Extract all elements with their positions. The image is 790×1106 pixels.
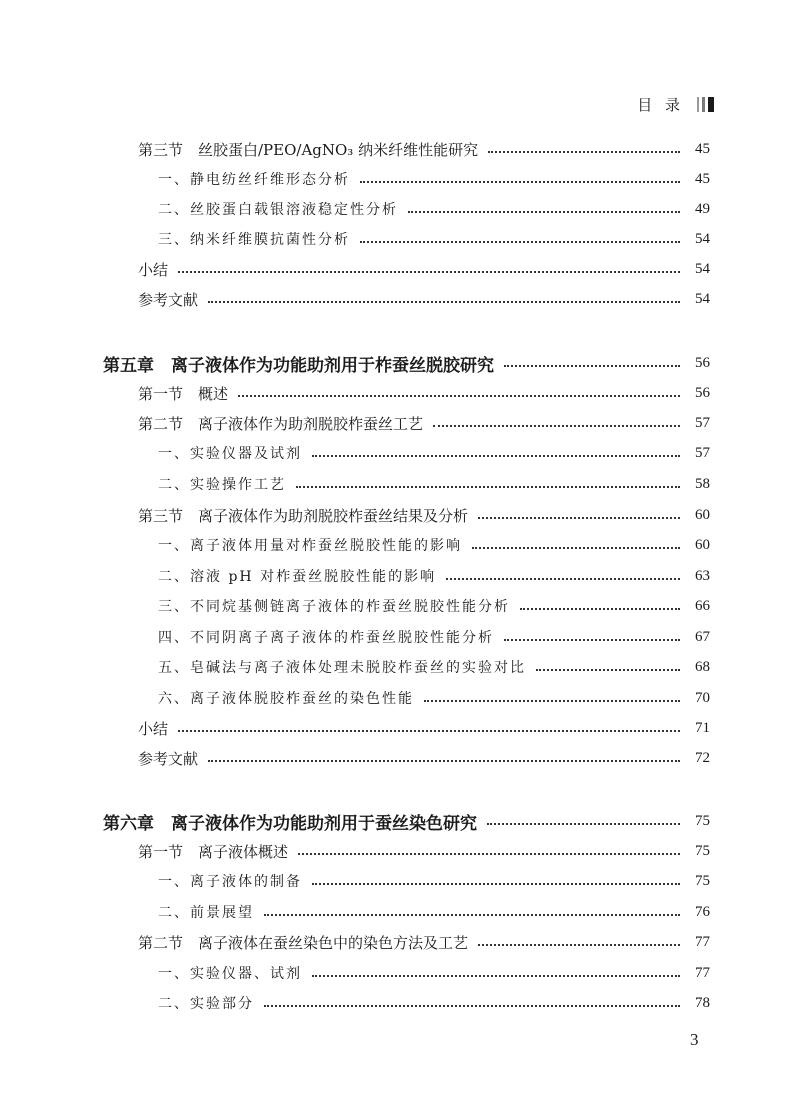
toc-entry-page: 66 [695, 597, 710, 614]
toc-entry[interactable] [0, 622, 790, 652]
toc-entry-title: 一、离子液体的制备 [158, 874, 302, 890]
running-head [637, 94, 714, 115]
toc-entry-page: 78 [695, 994, 710, 1011]
dot-leader [296, 486, 680, 488]
dot-leader [264, 1005, 680, 1007]
toc-entry-page: 45 [695, 170, 710, 187]
toc-entry-page: 60 [695, 506, 710, 523]
toc-entry-page: 70 [695, 689, 710, 706]
toc-entry-page: 56 [695, 354, 710, 371]
toc-entry-page: 58 [695, 475, 710, 492]
dot-leader [487, 823, 680, 825]
toc-entry-page: 60 [695, 536, 710, 553]
toc-entry-title: 第五章 离子液体作为功能助剂用于柞蚕丝脱胶研究 [103, 355, 494, 376]
toc-entry-title: 第二节 离子液体在蚕丝染色中的染色方法及工艺 [138, 933, 469, 952]
dot-leader [472, 547, 680, 549]
toc-entry[interactable] [0, 743, 790, 773]
toc-entry-title: 四、不同阴离子离子液体的柞蚕丝脱胶性能分析 [158, 630, 494, 646]
toc-entry-title: 第三节 离子液体作为助剂脱胶柞蚕丝结果及分析 [138, 506, 469, 525]
toc-entry-page: 75 [695, 872, 710, 889]
toc-entry-page: 54 [695, 230, 710, 247]
dot-leader [360, 241, 680, 243]
toc-entry-page: 63 [695, 567, 710, 584]
toc-entry-title: 第三节 丝胶蛋白/PEO/AgNO₃ 纳米纤维性能研究 [138, 140, 479, 159]
dot-leader [312, 883, 680, 885]
toc-entry[interactable] [0, 958, 790, 988]
dot-leader [504, 639, 680, 641]
toc-entry-title: 一、实验仪器及试剂 [158, 446, 302, 462]
toc-entry[interactable] [0, 469, 790, 499]
dot-leader [536, 669, 680, 671]
toc-entry-page: 68 [695, 658, 710, 675]
toc-entry-page: 72 [695, 749, 710, 766]
toc-entry-title: 五、皂碱法与离子液体处理未脱胶柞蚕丝的实验对比 [158, 660, 526, 676]
toc-entry-page: 77 [695, 933, 710, 950]
toc-entry[interactable] [0, 378, 790, 408]
toc-entry[interactable] [0, 591, 790, 621]
toc-entry[interactable] [0, 408, 790, 438]
toc-entry-page: 76 [695, 903, 710, 920]
toc-entry-title: 小结 [138, 719, 169, 738]
toc-chapter-entry[interactable] [0, 806, 790, 836]
toc-entry-page: 56 [695, 384, 710, 401]
dot-leader [178, 730, 680, 732]
dot-leader [478, 944, 680, 946]
dot-leader [208, 760, 680, 762]
toc-entry-page: 57 [695, 444, 710, 461]
toc-entry-page: 71 [695, 719, 710, 736]
dot-leader [178, 271, 680, 273]
toc-entry[interactable] [0, 836, 790, 866]
dot-leader [424, 700, 680, 702]
toc-entry[interactable] [0, 713, 790, 743]
toc-entry-title: 第一节 概述 [138, 384, 229, 403]
dot-leader [446, 578, 680, 580]
dot-leader [298, 853, 680, 855]
toc-entry-title: 一、实验仪器、试剂 [158, 966, 302, 982]
toc-entry[interactable] [0, 652, 790, 682]
toc-entry[interactable] [0, 897, 790, 927]
dot-leader [488, 151, 680, 153]
page-number: 3 [690, 1030, 699, 1049]
toc-entry-title: 一、离子液体用量对柞蚕丝脱胶性能的影响 [158, 538, 462, 554]
toc-entry-title: 二、实验操作工艺 [158, 477, 286, 493]
dot-leader [520, 608, 680, 610]
dot-leader [264, 914, 680, 916]
toc-entry[interactable] [0, 866, 790, 896]
running-head-bars-icon [694, 97, 714, 112]
toc-entry-title: 第二节 离子液体作为助剂脱胶柞蚕丝工艺 [138, 414, 424, 433]
toc-entry[interactable] [0, 500, 790, 530]
toc-entry[interactable] [0, 194, 790, 224]
toc-entry-title: 参考文献 [138, 290, 199, 309]
toc-entry-page: 57 [695, 414, 710, 431]
toc-entry-title: 六、离子液体脱胶柞蚕丝的染色性能 [158, 691, 414, 707]
toc-entry[interactable] [0, 164, 790, 194]
toc-entry-page: 45 [695, 140, 710, 157]
dot-leader [238, 395, 680, 397]
toc-chapter-entry[interactable] [0, 348, 790, 378]
toc-entry-title: 小结 [138, 260, 169, 279]
toc-entry[interactable] [0, 988, 790, 1018]
toc-entry-page: 49 [695, 200, 710, 217]
toc-entry-title: 第六章 离子液体作为功能助剂用于蚕丝染色研究 [103, 813, 477, 834]
dot-leader [312, 455, 680, 457]
toc-entry-title: 一、静电纺丝纤维形态分析 [158, 172, 350, 188]
toc-entry-page: 54 [695, 290, 710, 307]
toc-entry-page: 75 [695, 842, 710, 859]
toc-entry-title: 二、前景展望 [158, 905, 254, 921]
dot-leader [408, 211, 680, 213]
toc-entry[interactable] [0, 438, 790, 468]
toc-entry[interactable] [0, 254, 790, 284]
toc-entry-page: 54 [695, 260, 710, 277]
toc-entry-page: 77 [695, 964, 710, 981]
toc-entry-title: 第一节 离子液体概述 [138, 842, 289, 861]
toc-entry-title: 三、不同烷基侧链离子液体的柞蚕丝脱胶性能分析 [158, 599, 510, 615]
toc-entry-page: 75 [695, 812, 710, 829]
dot-leader [504, 365, 680, 367]
toc-entry[interactable] [0, 530, 790, 560]
toc-entry[interactable] [0, 284, 790, 314]
toc-entry[interactable] [0, 561, 790, 591]
toc-entry-title: 三、纳米纤维膜抗菌性分析 [158, 232, 350, 248]
dot-leader [360, 181, 680, 183]
dot-leader [478, 517, 680, 519]
toc-entry-title: 二、溶液 pH 对柞蚕丝脱胶性能的影响 [158, 569, 437, 585]
dot-leader [208, 301, 680, 303]
toc-entry-title: 二、丝胶蛋白载银溶液稳定性分析 [158, 202, 398, 218]
toc-entry[interactable] [0, 134, 790, 164]
toc-entry-page: 67 [695, 628, 710, 645]
toc-entry[interactable] [0, 927, 790, 957]
dot-leader [433, 425, 680, 427]
toc-entry[interactable] [0, 683, 790, 713]
toc-entry-title: 二、实验部分 [158, 996, 254, 1012]
dot-leader [312, 975, 680, 977]
running-head-title: 目 录 [637, 96, 684, 114]
toc-entry[interactable] [0, 224, 790, 254]
toc-entry-title: 参考文献 [138, 749, 199, 768]
